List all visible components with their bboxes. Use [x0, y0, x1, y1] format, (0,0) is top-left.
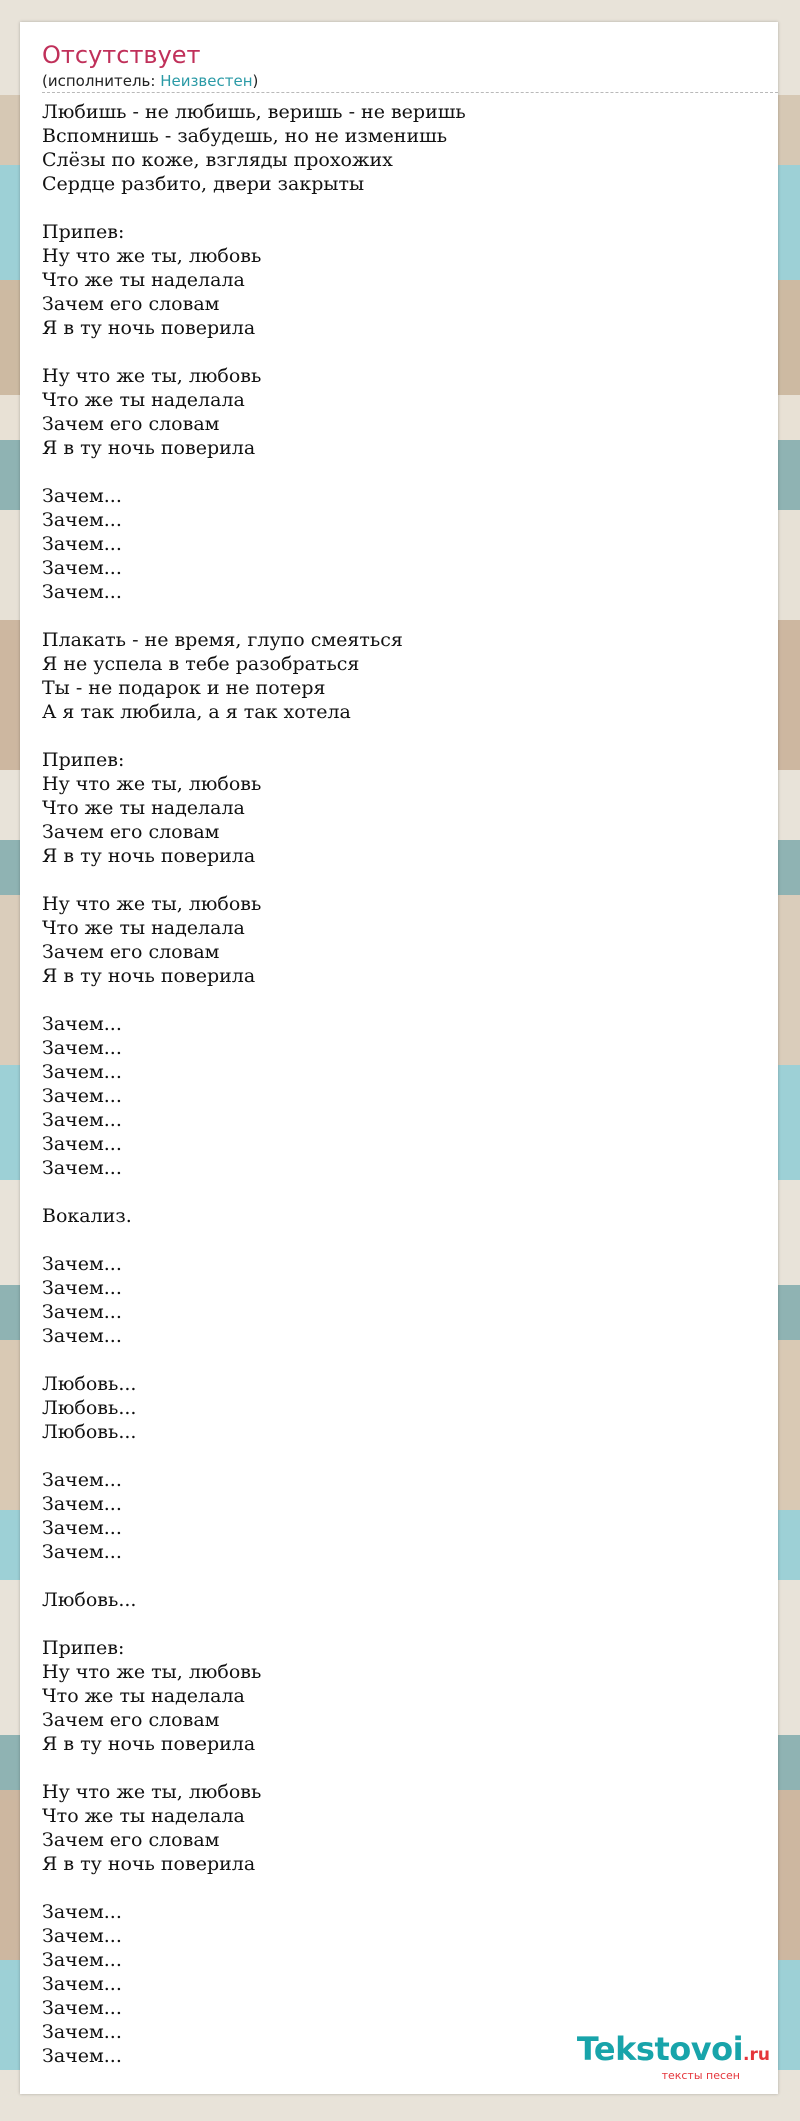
lyrics-line: Что же ты наделала [42, 389, 245, 411]
lyrics-line: Зачем его словам [42, 1829, 220, 1851]
lyrics-text [42, 100, 762, 2068]
lyrics-line: Я в ту ночь поверила [42, 1853, 256, 1875]
lyrics-line: Что же ты наделала [42, 269, 245, 291]
lyrics-line: А я так любила, а я так хотела [42, 701, 351, 723]
lyrics-line: Что же ты наделала [42, 917, 245, 939]
lyrics-line: Зачем... [42, 485, 122, 507]
lyrics-line: Плакать - не время, глупо смеяться [42, 629, 403, 651]
lyrics-line: Зачем... [42, 1469, 122, 1491]
lyrics-card [20, 22, 778, 2094]
lyrics-line: Сердце разбито, двери закрыты [42, 173, 365, 195]
lyrics-line: Зачем его словам [42, 413, 220, 435]
lyrics-line: Что же ты наделала [42, 1805, 245, 1827]
lyrics-blank-line [42, 340, 762, 364]
artist-prefix: (исполнитель: [42, 72, 161, 90]
lyrics-blank-line [42, 1444, 762, 1468]
lyrics-line: Зачем... [42, 1109, 122, 1131]
lyrics-blank-line [42, 1348, 762, 1372]
logo-wordmark [577, 2032, 770, 2072]
lyrics-line: Ну что же ты, любовь [42, 365, 262, 387]
lyrics-blank-line [42, 196, 762, 220]
lyrics-line: Я в ту ночь поверила [42, 845, 256, 867]
lyrics-line: Зачем его словам [42, 941, 220, 963]
lyrics-line: Зачем... [42, 1493, 122, 1515]
lyrics-line: Зачем... [42, 1253, 122, 1275]
lyrics-blank-line [42, 1612, 762, 1636]
lyrics-line: Зачем... [42, 1997, 122, 2019]
lyrics-line: Зачем... [42, 1973, 122, 1995]
lyrics-line: Зачем... [42, 1013, 122, 1035]
lyrics-line: Что же ты наделала [42, 1685, 245, 1707]
lyrics-line: Ну что же ты, любовь [42, 773, 262, 795]
lyrics-line: Зачем... [42, 1517, 122, 1539]
lyrics-line: Зачем... [42, 1037, 122, 1059]
lyrics-blank-line [42, 460, 762, 484]
lyrics-line: Я в ту ночь поверила [42, 437, 256, 459]
lyrics-blank-line [42, 604, 762, 628]
lyrics-line: Я не успела в тебе разобраться [42, 653, 360, 675]
lyrics-line: Зачем... [42, 509, 122, 531]
lyrics-blank-line [42, 988, 762, 1012]
lyrics-line: Зачем... [42, 1301, 122, 1323]
lyrics-line: Зачем... [42, 1325, 122, 1347]
lyrics-line: Припев: [42, 1637, 125, 1659]
lyrics-line: Зачем его словам [42, 293, 220, 315]
lyrics-line: Любовь... [42, 1397, 137, 1419]
lyrics-line: Зачем... [42, 1925, 122, 1947]
lyrics-line: Зачем... [42, 1901, 122, 1923]
song-title: Отсутствует [42, 41, 201, 69]
lyrics-line: Я в ту ночь поверила [42, 1733, 256, 1755]
lyrics-line: Припев: [42, 749, 125, 771]
lyrics-line: Зачем... [42, 1133, 122, 1155]
logo-name: Tekstovoi [576, 2030, 744, 2068]
lyrics-line: Любовь... [42, 1589, 137, 1611]
lyrics-line: Любовь... [42, 1373, 137, 1395]
lyrics-line: Зачем... [42, 2045, 122, 2067]
lyrics-line: Зачем... [42, 1541, 122, 1563]
site-logo[interactable] [577, 2032, 770, 2082]
lyrics-line: Любишь - не любишь, веришь - не веришь [42, 101, 466, 123]
lyrics-blank-line [42, 724, 762, 748]
lyrics-line: Ну что же ты, любовь [42, 1661, 262, 1683]
lyrics-line: Ты - не подарок и не потеря [42, 677, 326, 699]
lyrics-line: Любовь... [42, 1421, 137, 1443]
artist-line [42, 72, 778, 93]
lyrics-line: Слёзы по коже, взгляды прохожих [42, 149, 393, 171]
lyrics-line: Зачем его словам [42, 821, 220, 843]
lyrics-line: Припев: [42, 221, 125, 243]
lyrics-line: Зачем... [42, 581, 122, 603]
lyrics-line: Я в ту ночь поверила [42, 965, 256, 987]
lyrics-line: Вокализ. [42, 1205, 132, 1227]
lyrics-line: Что же ты наделала [42, 797, 245, 819]
lyrics-line: Зачем его словам [42, 1709, 220, 1731]
lyrics-line: Зачем... [42, 1085, 122, 1107]
logo-tld: .ru [743, 2045, 770, 2065]
lyrics-line: Зачем... [42, 1949, 122, 1971]
lyrics-line: Зачем... [42, 557, 122, 579]
artist-suffix: ) [252, 72, 259, 90]
lyrics-line: Зачем... [42, 1061, 122, 1083]
logo-tagline: тексты песен [661, 2069, 740, 2082]
artist-link[interactable]: Неизвестен [160, 72, 253, 90]
lyrics-line: Я в ту ночь поверила [42, 317, 256, 339]
lyrics-blank-line [42, 1756, 762, 1780]
lyrics-line: Зачем... [42, 1157, 122, 1179]
lyrics-blank-line [42, 1876, 762, 1900]
lyrics-blank-line [42, 1564, 762, 1588]
lyrics-line: Зачем... [42, 1277, 122, 1299]
lyrics-blank-line [42, 868, 762, 892]
lyrics-blank-line [42, 1180, 762, 1204]
lyrics-line: Зачем... [42, 533, 122, 555]
lyrics-line: Ну что же ты, любовь [42, 893, 262, 915]
lyrics-line: Ну что же ты, любовь [42, 1781, 262, 1803]
lyrics-line: Ну что же ты, любовь [42, 245, 262, 267]
lyrics-blank-line [42, 1228, 762, 1252]
lyrics-line: Вспомнишь - забудешь, но не изменишь [42, 125, 448, 147]
lyrics-line: Зачем... [42, 2021, 122, 2043]
